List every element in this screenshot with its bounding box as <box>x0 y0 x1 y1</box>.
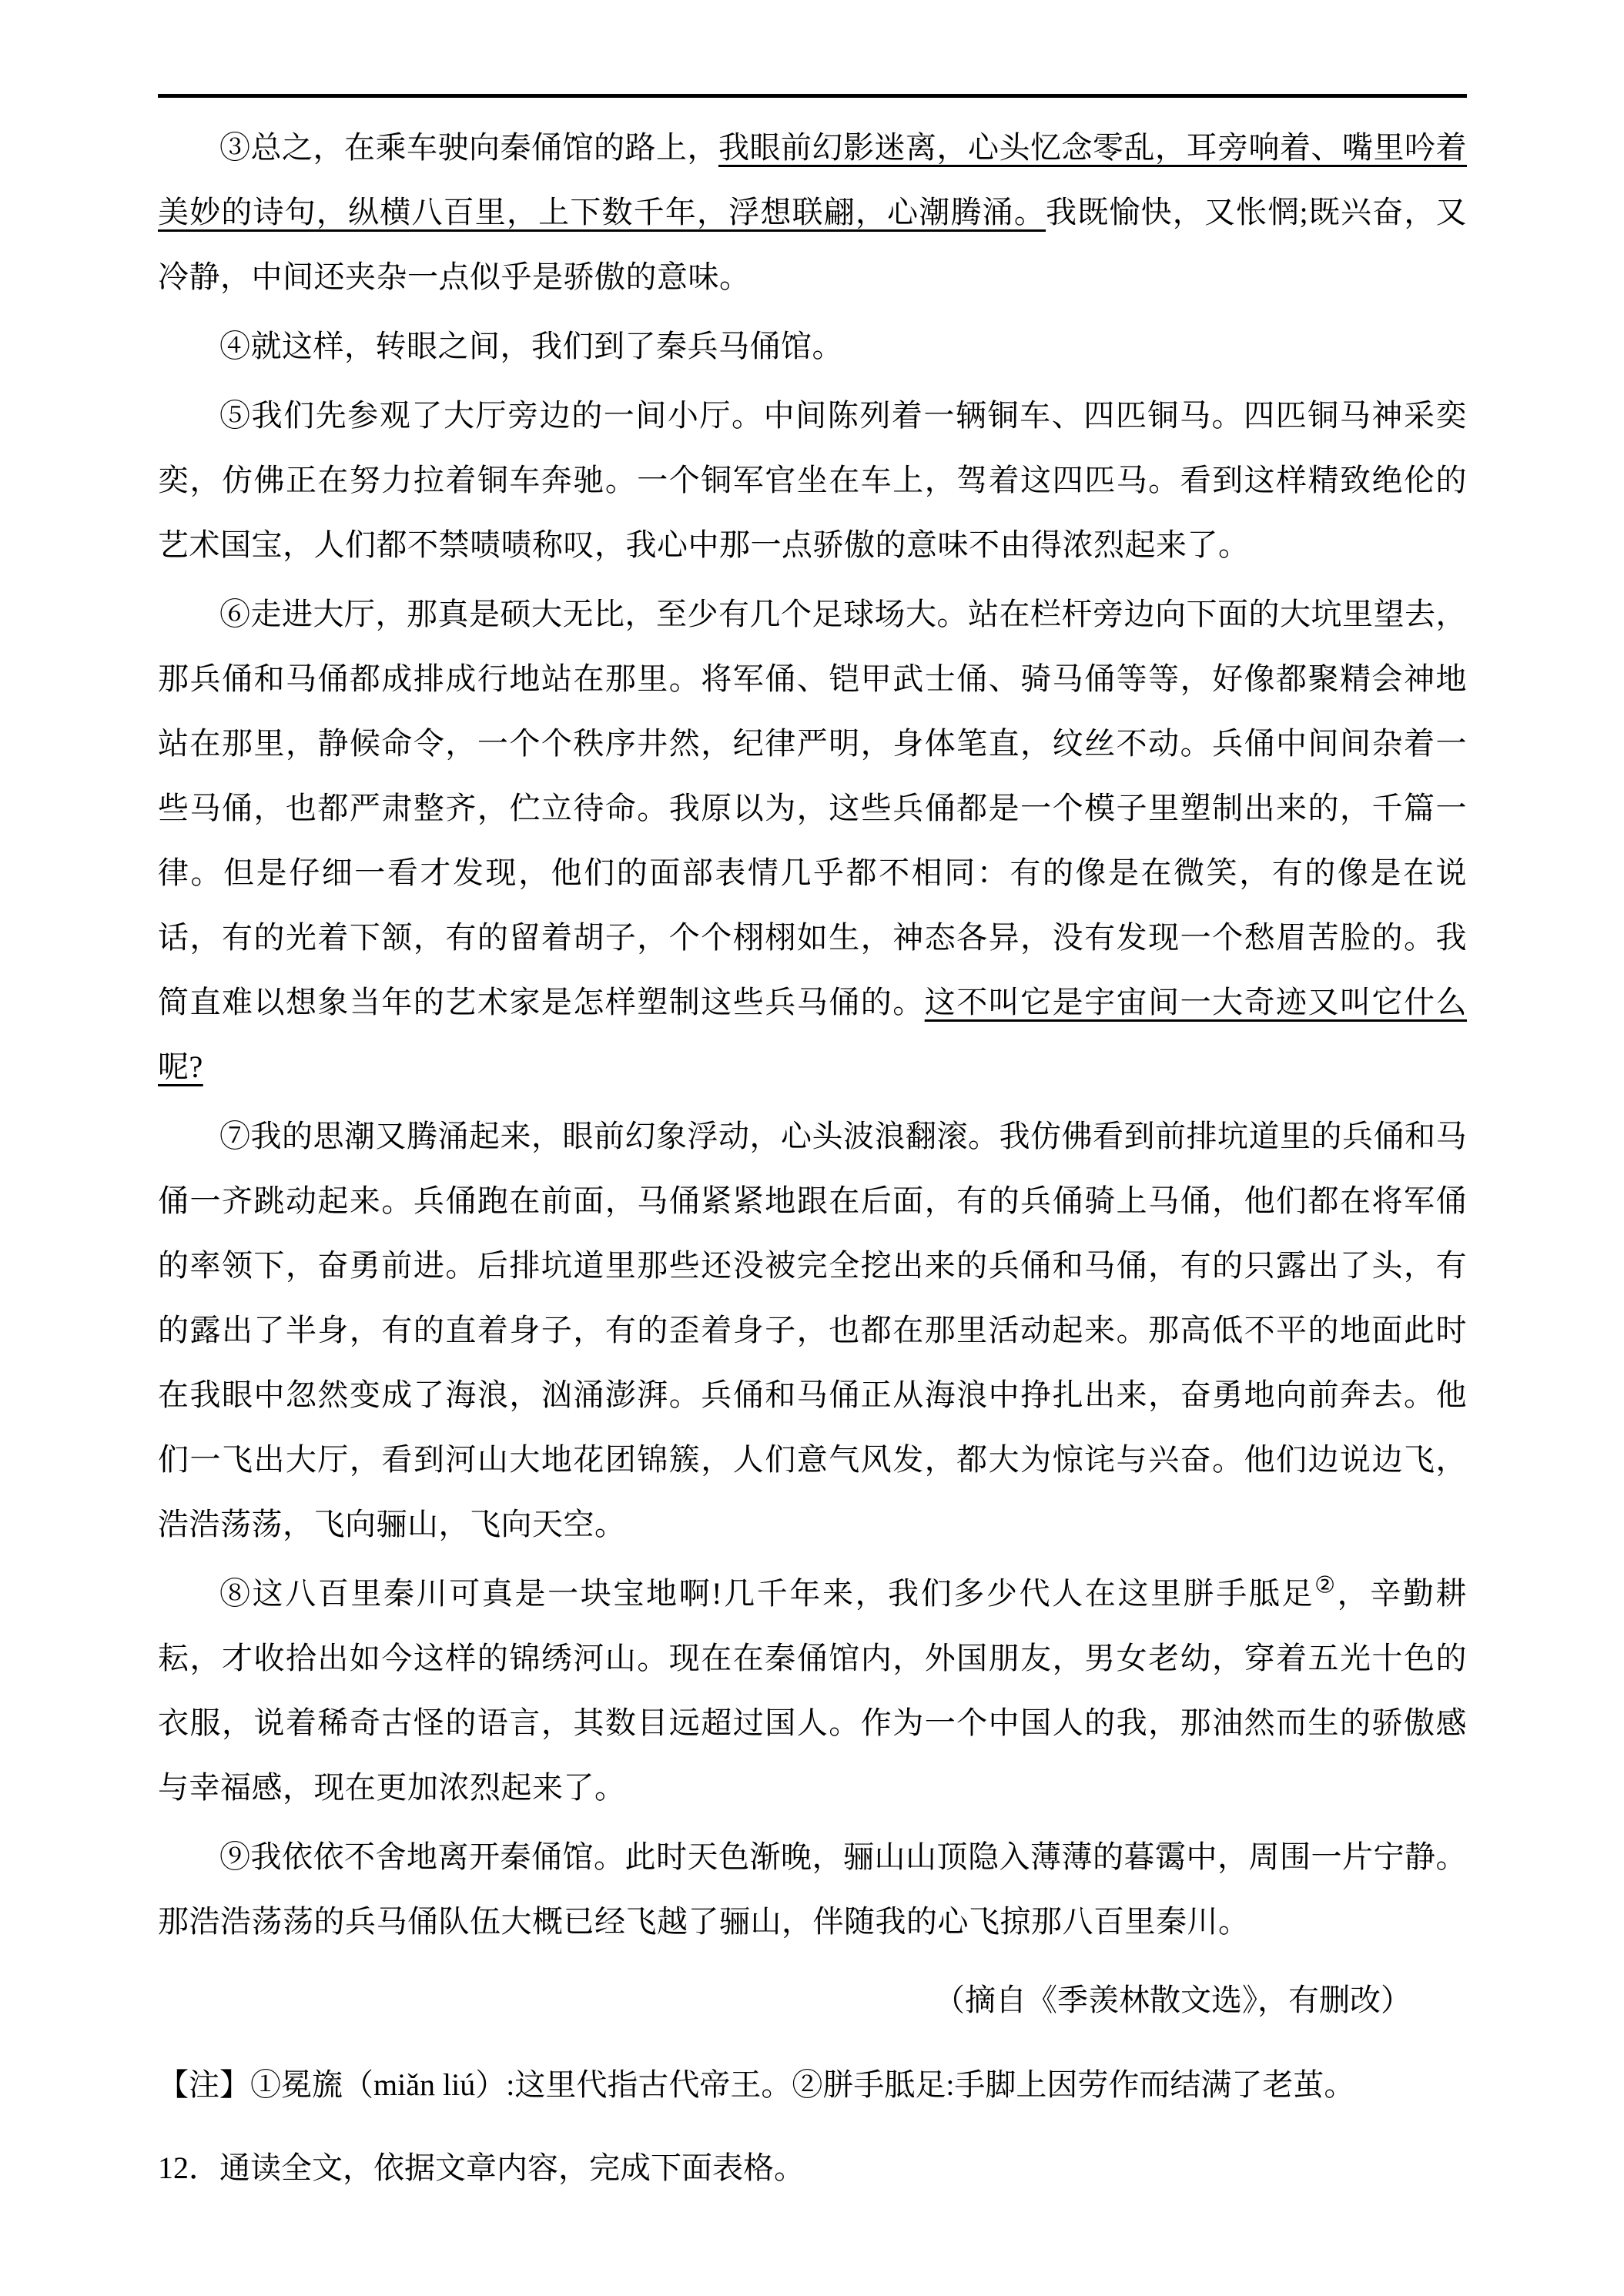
paragraph-5-segment-1: ⑤我们先参观了大厅旁边的一间小厅。中间陈列着一辆铜车、四匹铜马。四匹铜马神采奕奕，仿佛正在努力拉着铜车奔驰。一个铜军官坐在车上，驾着这四匹马。看到这样精致绝伦的艺术国宝，人们都不禁啧啧称叹，我心中那一点骄傲的意味不由得浓烈起来了。 <box>158 398 1467 562</box>
paragraph-4-segment-1: ④就这样，转眼之间，我们到了秦兵马俑馆。 <box>219 329 843 363</box>
source-attribution: （摘自《季羡林散文选》，有删改） <box>934 1983 1411 2017</box>
paragraph-6-segment-1: ⑥走进大厅，那真是硕大无比，至少有几个足球场大。站在栏杆旁边向下面的大坑里望去，那兵俑和马俑都成排成行地站在那里。将军俑、铠甲武士俑、骑马俑等等，好像都聚精会神地站在那里，静候命令，一个个秩序井然，纪律严明，身体笔直，纹丝不动。兵俑中间间杂着一些马俑，也都严肃整齐，伫立待命。我原以为，这些兵俑都是一个模子里塑制出来的，千篇一律。但是仔细一看才发现，他们的面部表情几乎都不相同：有的像是在微笑，有的像是在说话，有的光着下颔，有的留着胡子，个个栩栩如生，神态各异，没有发现一个愁眉苦脸的。我简直难以想象当年的艺术家是怎样塑制这些兵马俑的。 <box>158 597 1467 1019</box>
paragraph-6-underlined-segment: 这不叫它是宇宙间一大奇迹又叫它什么呢? <box>158 985 1468 1084</box>
passage-paragraph-9 <box>158 1825 1467 1954</box>
paragraph-7-segment-1: ⑦我的思潮又腾涌起来，眼前幻象浮动，心头波浪翻滚。我仿佛看到前排坑道里的兵俑和马俑一齐跳动起来。兵俑跑在前面，马俑紧紧地跟在后面，有的兵俑骑上马俑，他们都在将军俑的率领下，奋勇前进。后排坑道里那些还没被完全挖出来的兵俑和马俑，有的只露出了头，有的露出了半身，有的直着身子，有的歪着身子，也都在那里活动起来。那高低不平的地面此时在我眼中忽然变成了海浪，汹涌澎湃。兵俑和马俑正从海浪中挣扎出来，奋勇地向前奔去。他们一飞出大厅，看到河山大地花团锦簇，人们意气风发，都大为惊诧与兴奋。他们边说边飞，浩浩荡荡，飞向骊山，飞向天空。 <box>158 1119 1467 1541</box>
footnotes-block: 【注】①冕旒（miǎn liú）:这里代指古代帝王。②胼手胝足:手脚上因劳作而结满了老茧。 <box>158 2067 1355 2102</box>
paragraph-3-segment-3: 我既愉快，又怅惘;既兴奋，又冷静，中间还夹杂一点似乎是骄傲的意味。 <box>158 195 1467 294</box>
paragraph-3-underlined-segment: 我眼前幻影迷离，心头忆念零乱，耳旁响着、嘴里吟着美妙的诗句，纵横八百里，上下数千年，浮想联翩，心潮腾涌。 <box>158 130 1467 229</box>
passage-content <box>158 115 1467 2201</box>
paragraph-3-segment-1: ③总之，在乘车驶向秦俑馆的路上， <box>219 130 718 165</box>
paragraph-8-segment-1: ⑧这八百里秦川可真是一块宝地啊!几千年来，我们多少代人在这里胼手胝足 <box>219 1576 1315 1611</box>
passage-paragraph-8 <box>158 1561 1467 1820</box>
question-12: 12．通读全文，依据文章内容，完成下面表格。 <box>158 2150 805 2185</box>
passage-paragraph-4 <box>158 314 1467 379</box>
passage-paragraph-6 <box>158 582 1467 1099</box>
footnote-ref-2: ② <box>1314 1572 1338 1598</box>
passage-paragraph-5 <box>158 383 1467 577</box>
paragraph-9-segment-1: ⑨我依依不舍地离开秦俑馆。此时天色渐晚，骊山山顶隐入薄薄的暮霭中，周围一片宁静。那浩浩荡荡的兵马俑队伍大概已经飞越了骊山，伴随我的心飞掠那八百里秦川。 <box>158 1839 1467 1939</box>
header-divider-rule <box>158 94 1467 98</box>
paragraph-8-segment-3: ，辛勤耕耘，才收拾出如今这样的锦绣河山。现在在秦俑馆内，外国朋友，男女老幼，穿着五光十色的衣服，说着稀奇古怪的语言，其数目远超过国人。作为一个中国人的我，那油然而生的骄傲感与幸福感，现在更加浓烈起来了。 <box>158 1576 1467 1805</box>
passage-paragraph-7 <box>158 1104 1467 1557</box>
passage-paragraph-3 <box>158 115 1467 310</box>
